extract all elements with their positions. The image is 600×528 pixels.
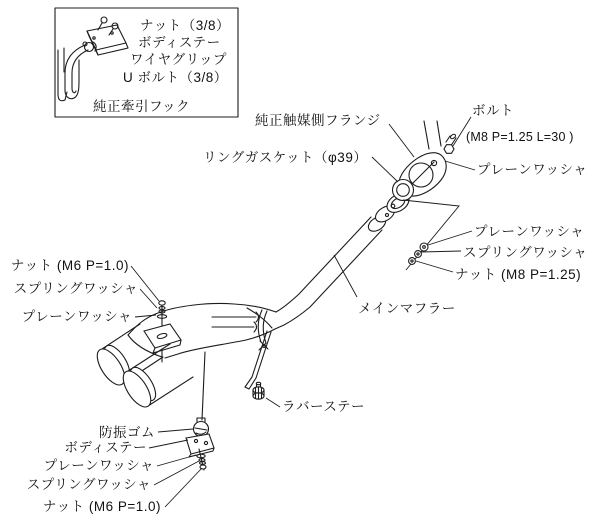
label-plain-washer-left: プレーンワッシャ — [21, 309, 132, 324]
main-muffler-pipe-drawing — [212, 217, 382, 350]
label-spring-washer-left: スプリングワッシャ — [13, 281, 138, 296]
label-catalyst-flange: 純正触媒側フランジ — [255, 113, 381, 128]
legend-item-body-stay: ボディステー — [138, 35, 221, 50]
label-bolt-spec: (M8 P=1.25 L=30 ) — [466, 130, 574, 144]
label-spring-washer-right: スプリングワッシャ — [463, 245, 588, 260]
legend-item-nut-38: ナット（3/8） — [140, 18, 230, 33]
tow-hook-legend — [55, 8, 238, 117]
rubber-stay-drawing — [245, 331, 271, 399]
label-body-stay: ボディステー — [64, 440, 147, 455]
legend-item-u-bolt: U ボルト（3/8） — [123, 70, 228, 85]
legend-item-wire-grip: ワイヤグリップ — [130, 52, 228, 67]
catalyst-flange-drawing — [366, 121, 457, 234]
label-bolt: ボルト — [472, 103, 514, 118]
flange-stud-fasteners-drawing — [403, 200, 459, 270]
label-plain-washer-right: プレーンワッシャ — [474, 224, 585, 239]
label-vibration-rubber: 防振ゴム — [99, 425, 155, 440]
label-plain-washer-bottom: プレーンワッシャ — [43, 458, 154, 473]
label-nut-m6-left: ナット (M6 P=1.0) — [10, 258, 129, 273]
hanger-bracket-drawing — [144, 301, 181, 362]
u-bolt-assembly-illustration — [58, 17, 128, 101]
label-nut-m6-bottom: ナット (M6 P=1.0) — [42, 499, 161, 514]
ring-gasket-drawing — [393, 180, 414, 201]
label-rubber-stay: ラバーステー — [282, 399, 366, 414]
label-main-muffler: メインマフラー — [358, 301, 456, 316]
legend-caption-tow-hook: 純正牽引フック — [93, 99, 191, 114]
label-nut-m8: ナット (M8 P=1.25) — [455, 267, 582, 282]
label-plain-washer-upper-right: プレーンワッシャ — [477, 162, 588, 177]
vibration-rubber-drawing — [186, 352, 214, 470]
label-ring-gasket: リングガスケット（φ39） — [203, 150, 368, 165]
label-spring-washer-bottom: スプリングワッシャ — [26, 477, 151, 492]
